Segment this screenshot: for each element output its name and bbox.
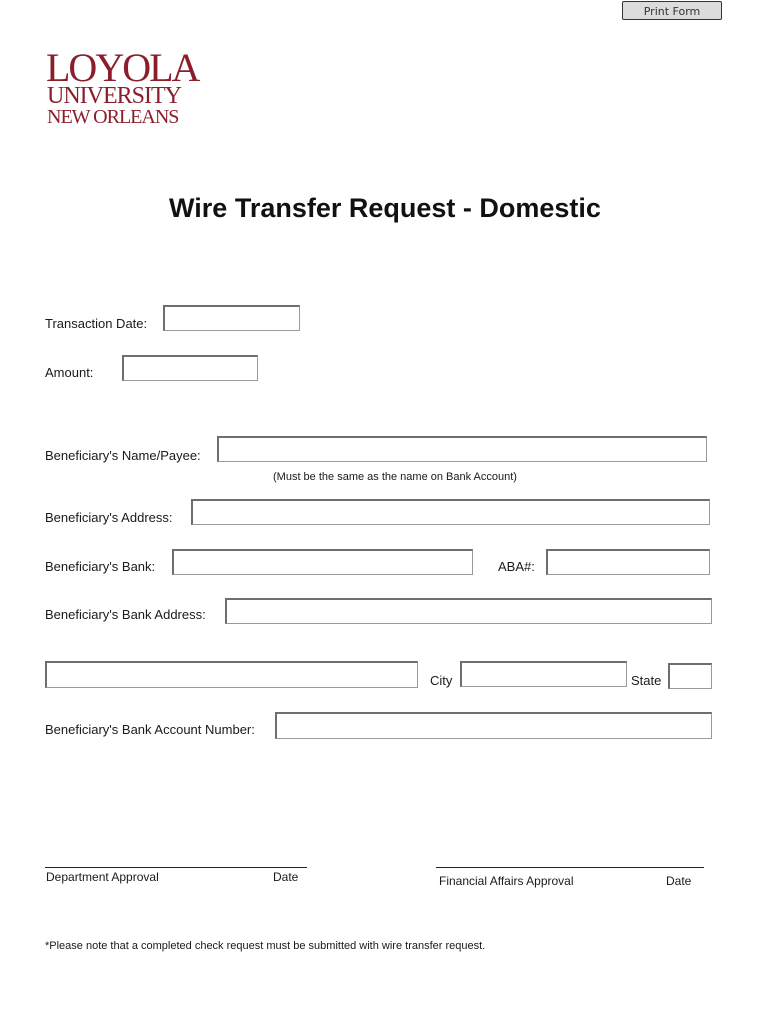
- beneficiary-name-note: (Must be the same as the name on Bank Account): [273, 471, 517, 483]
- bank-address-line2-input[interactable]: [45, 661, 418, 688]
- beneficiary-name-input[interactable]: [217, 436, 707, 462]
- account-number-input[interactable]: [275, 712, 712, 739]
- bank-address-input[interactable]: [225, 598, 712, 624]
- print-form-button[interactable]: Print Form: [622, 1, 722, 20]
- beneficiary-bank-input[interactable]: [172, 549, 473, 575]
- state-label: State: [631, 673, 662, 688]
- city-input[interactable]: [460, 661, 627, 687]
- state-input[interactable]: [668, 663, 712, 689]
- bank-address-label: Beneficiary's Bank Address:: [45, 607, 206, 622]
- transaction-date-input[interactable]: [163, 305, 300, 331]
- transaction-date-label: Transaction Date:: [45, 316, 148, 331]
- department-signature-line: [45, 867, 307, 868]
- financial-signature-line: [436, 867, 704, 868]
- account-number-label: Beneficiary's Bank Account Number:: [45, 722, 255, 737]
- aba-label: ABA#:: [498, 559, 535, 574]
- amount-input[interactable]: [122, 355, 258, 381]
- department-date-label: Date: [273, 870, 299, 884]
- beneficiary-bank-label: Beneficiary's Bank:: [45, 559, 156, 574]
- aba-input[interactable]: [546, 549, 710, 575]
- financial-approval-label: Financial Affairs Approval: [439, 874, 574, 888]
- logo-line-loyola: LOYOLA: [46, 45, 199, 90]
- form-title: Wire Transfer Request - Domestic: [169, 193, 601, 223]
- city-label: City: [430, 673, 453, 688]
- logo-line-university: UNIVERSITY: [47, 83, 181, 109]
- financial-date-label: Date: [666, 874, 692, 888]
- beneficiary-address-input[interactable]: [191, 499, 710, 525]
- footer-note: *Please note that a completed check request must be submitted with wire transfer request.: [45, 940, 486, 952]
- beneficiary-name-label: Beneficiary's Name/Payee:: [45, 448, 201, 463]
- beneficiary-address-label: Beneficiary's Address:: [45, 510, 173, 525]
- department-approval-label: Department Approval: [46, 870, 159, 884]
- amount-label: Amount:: [45, 365, 94, 380]
- logo-line-new-orleans: NEW ORLEANS: [47, 106, 179, 128]
